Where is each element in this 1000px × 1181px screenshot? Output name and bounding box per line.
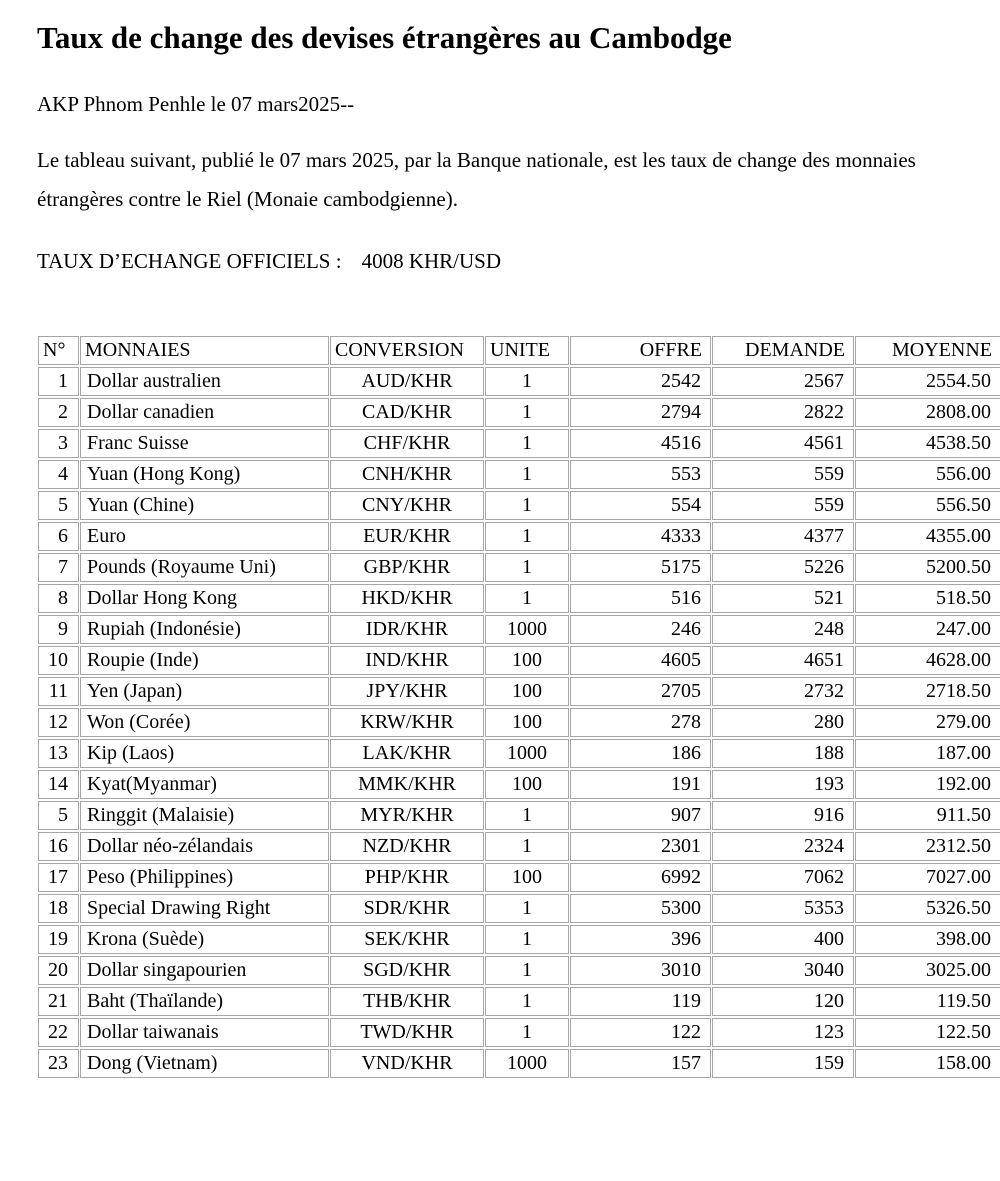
table-cell: 1 [485, 801, 569, 830]
table-cell: Dollar néo-zélandais [80, 832, 329, 861]
table-cell: 559 [712, 460, 854, 489]
table-cell: 188 [712, 739, 854, 768]
table-cell: 187.00 [855, 739, 1000, 768]
table-cell: LAK/KHR [330, 739, 484, 768]
table-cell: 19 [38, 925, 79, 954]
table-cell: AUD/KHR [330, 367, 484, 396]
table-row [38, 1049, 1000, 1078]
table-cell: 396 [570, 925, 711, 954]
table-cell: 7027.00 [855, 863, 1000, 892]
table-row [38, 801, 1000, 830]
table-cell: EUR/KHR [330, 522, 484, 551]
table-cell: 20 [38, 956, 79, 985]
table-cell: SEK/KHR [330, 925, 484, 954]
table-cell: 556.50 [855, 491, 1000, 520]
table-cell: 1 [485, 894, 569, 923]
table-row [38, 987, 1000, 1016]
table-cell: 1 [485, 429, 569, 458]
table-cell: 1 [485, 398, 569, 427]
table-cell: CNH/KHR [330, 460, 484, 489]
table-cell: Dollar singapourien [80, 956, 329, 985]
table-cell: 1 [485, 460, 569, 489]
table-cell: 2312.50 [855, 832, 1000, 861]
table-cell: Peso (Philippines) [80, 863, 329, 892]
table-cell: 516 [570, 584, 711, 613]
table-cell: 17 [38, 863, 79, 892]
table-cell: 278 [570, 708, 711, 737]
table-cell: 4355.00 [855, 522, 1000, 551]
table-cell: 4333 [570, 522, 711, 551]
table-cell: 556.00 [855, 460, 1000, 489]
table-cell: 159 [712, 1049, 854, 1078]
table-cell: SGD/KHR [330, 956, 484, 985]
table-cell: VND/KHR [330, 1049, 484, 1078]
table-cell: 3025.00 [855, 956, 1000, 985]
table-cell: 1000 [485, 739, 569, 768]
table-cell: CAD/KHR [330, 398, 484, 427]
official-rate-line [37, 249, 993, 274]
table-cell: 4605 [570, 646, 711, 675]
table-cell: 1 [485, 491, 569, 520]
table-cell: 100 [485, 646, 569, 675]
table-cell: 193 [712, 770, 854, 799]
column-header: DEMANDE [712, 336, 854, 365]
table-row [38, 894, 1000, 923]
table-cell: 5175 [570, 553, 711, 582]
table-cell: 4538.50 [855, 429, 1000, 458]
exchange-rates-table [37, 334, 1000, 1080]
table-row [38, 677, 1000, 706]
table-cell: 911.50 [855, 801, 1000, 830]
table-row [38, 708, 1000, 737]
table-row [38, 770, 1000, 799]
table-header-row [38, 336, 1000, 365]
table-cell: 7 [38, 553, 79, 582]
table-cell: SDR/KHR [330, 894, 484, 923]
table-cell: 3040 [712, 956, 854, 985]
table-cell: 100 [485, 677, 569, 706]
table-cell: 5200.50 [855, 553, 1000, 582]
table-cell: 9 [38, 615, 79, 644]
table-cell: Kyat(Myanmar) [80, 770, 329, 799]
table-cell: 2732 [712, 677, 854, 706]
table-cell: 916 [712, 801, 854, 830]
table-cell: 100 [485, 708, 569, 737]
table-cell: Won (Corée) [80, 708, 329, 737]
table-cell: 247.00 [855, 615, 1000, 644]
table-cell: 279.00 [855, 708, 1000, 737]
table-cell: THB/KHR [330, 987, 484, 1016]
table-cell: Dollar australien [80, 367, 329, 396]
table-cell: 7062 [712, 863, 854, 892]
table-cell: 4561 [712, 429, 854, 458]
table-cell: 559 [712, 491, 854, 520]
table-cell: Baht (Thaïlande) [80, 987, 329, 1016]
table-cell: 2794 [570, 398, 711, 427]
table-cell: 122.50 [855, 1018, 1000, 1047]
table-cell: 554 [570, 491, 711, 520]
table-cell: KRW/KHR [330, 708, 484, 737]
official-rate-label: TAUX D’ECHANGE OFFICIELS : [37, 249, 342, 273]
table-cell: 18 [38, 894, 79, 923]
table-cell: Dollar canadien [80, 398, 329, 427]
table-cell: 1 [485, 367, 569, 396]
table-cell: 2808.00 [855, 398, 1000, 427]
table-cell: 2301 [570, 832, 711, 861]
table-cell: 521 [712, 584, 854, 613]
table-cell: 553 [570, 460, 711, 489]
table-cell: 398.00 [855, 925, 1000, 954]
table-cell: 248 [712, 615, 854, 644]
table-cell: Roupie (Inde) [80, 646, 329, 675]
table-cell: 157 [570, 1049, 711, 1078]
table-cell: 5226 [712, 553, 854, 582]
table-row [38, 367, 1000, 396]
table-cell: 2705 [570, 677, 711, 706]
table-row [38, 429, 1000, 458]
table-cell: 186 [570, 739, 711, 768]
table-cell: 1 [485, 584, 569, 613]
table-cell: 122 [570, 1018, 711, 1047]
table-cell: 1 [485, 987, 569, 1016]
table-cell: 1 [485, 925, 569, 954]
table-cell: Yen (Japan) [80, 677, 329, 706]
intro-paragraph: Le tableau suivant, publié le 07 mars 2025, par la Banque nationale, est les taux de change des monnaies étrangères contre le Riel (Monaie cambodgienne). [37, 148, 916, 211]
table-cell: Yuan (Hong Kong) [80, 460, 329, 489]
byline: AKP Phnom Penhle le 07 mars2025-- [37, 92, 355, 116]
table-cell: 12 [38, 708, 79, 737]
table-cell: 158.00 [855, 1049, 1000, 1078]
table-cell: 400 [712, 925, 854, 954]
table-cell: 1 [485, 1018, 569, 1047]
table-cell: CHF/KHR [330, 429, 484, 458]
table-cell: NZD/KHR [330, 832, 484, 861]
column-header: CONVERSION [330, 336, 484, 365]
column-header: UNITE [485, 336, 569, 365]
table-cell: HKD/KHR [330, 584, 484, 613]
table-cell: 4516 [570, 429, 711, 458]
table-cell: 21 [38, 987, 79, 1016]
page-title: Taux de change des devises étrangères au Cambodge [37, 20, 732, 55]
table-cell: Kip (Laos) [80, 739, 329, 768]
table-cell: 123 [712, 1018, 854, 1047]
table-body [38, 367, 1000, 1078]
table-cell: 11 [38, 677, 79, 706]
table-row [38, 646, 1000, 675]
table-row [38, 1018, 1000, 1047]
table-row [38, 739, 1000, 768]
table-cell: 1 [485, 522, 569, 551]
table-cell: 2324 [712, 832, 854, 861]
table-cell: 5 [38, 801, 79, 830]
table-cell: GBP/KHR [330, 553, 484, 582]
table-row [38, 584, 1000, 613]
table-cell: 1 [485, 956, 569, 985]
table-cell: MYR/KHR [330, 801, 484, 830]
table-row [38, 522, 1000, 551]
table-cell: 1 [38, 367, 79, 396]
table-cell: 907 [570, 801, 711, 830]
table-cell: 100 [485, 770, 569, 799]
table-cell: 1000 [485, 1049, 569, 1078]
table-cell: 4377 [712, 522, 854, 551]
table-row [38, 460, 1000, 489]
table-cell: 5326.50 [855, 894, 1000, 923]
table-cell: Dollar Hong Kong [80, 584, 329, 613]
table-cell: 191 [570, 770, 711, 799]
table-cell: 4628.00 [855, 646, 1000, 675]
table-row [38, 615, 1000, 644]
table-cell: 2542 [570, 367, 711, 396]
column-header: MONNAIES [80, 336, 329, 365]
table-cell: 192.00 [855, 770, 1000, 799]
table-cell: 2 [38, 398, 79, 427]
table-row [38, 863, 1000, 892]
table-cell: 1 [485, 553, 569, 582]
table-cell: 4651 [712, 646, 854, 675]
table-cell: Krona (Suède) [80, 925, 329, 954]
table-cell: TWD/KHR [330, 1018, 484, 1047]
table-cell: Dollar taiwanais [80, 1018, 329, 1047]
table-cell: Dong (Vietnam) [80, 1049, 329, 1078]
table-cell: PHP/KHR [330, 863, 484, 892]
table-cell: 6 [38, 522, 79, 551]
table-cell: 14 [38, 770, 79, 799]
table-cell: 8 [38, 584, 79, 613]
table-cell: 2822 [712, 398, 854, 427]
table-cell: 2718.50 [855, 677, 1000, 706]
table-row [38, 553, 1000, 582]
table-cell: 16 [38, 832, 79, 861]
table-cell: 13 [38, 739, 79, 768]
table-cell: 23 [38, 1049, 79, 1078]
table-cell: 5300 [570, 894, 711, 923]
table-row [38, 925, 1000, 954]
table-cell: 3010 [570, 956, 711, 985]
column-header: OFFRE [570, 336, 711, 365]
column-header: N° [38, 336, 79, 365]
table-cell: 1000 [485, 615, 569, 644]
table-cell: 22 [38, 1018, 79, 1047]
table-cell: 246 [570, 615, 711, 644]
table-cell: Franc Suisse [80, 429, 329, 458]
table-cell: 100 [485, 863, 569, 892]
table-cell: 119 [570, 987, 711, 1016]
table-cell: 4 [38, 460, 79, 489]
table-row [38, 832, 1000, 861]
table-cell: Euro [80, 522, 329, 551]
table-cell: 5353 [712, 894, 854, 923]
table-cell: MMK/KHR [330, 770, 484, 799]
table-cell: Pounds (Royaume Uni) [80, 553, 329, 582]
table-cell: 120 [712, 987, 854, 1016]
table-cell: Ringgit (Malaisie) [80, 801, 329, 830]
table-cell: Special Drawing Right [80, 894, 329, 923]
table-cell: 2567 [712, 367, 854, 396]
table-cell: 5 [38, 491, 79, 520]
table-cell: CNY/KHR [330, 491, 484, 520]
table-cell: 3 [38, 429, 79, 458]
table-cell: 119.50 [855, 987, 1000, 1016]
table-cell: IDR/KHR [330, 615, 484, 644]
table-cell: 280 [712, 708, 854, 737]
table-cell: IND/KHR [330, 646, 484, 675]
table-cell: 2554.50 [855, 367, 1000, 396]
table-cell: 1 [485, 832, 569, 861]
table-cell: 10 [38, 646, 79, 675]
table-row [38, 956, 1000, 985]
table-row [38, 491, 1000, 520]
table-cell: Rupiah (Indonésie) [80, 615, 329, 644]
table-cell: JPY/KHR [330, 677, 484, 706]
table-cell: Yuan (Chine) [80, 491, 329, 520]
table-cell: 518.50 [855, 584, 1000, 613]
table-cell: 6992 [570, 863, 711, 892]
column-header: MOYENNE [855, 336, 1000, 365]
table-row [38, 398, 1000, 427]
official-rate-value: 4008 KHR/USD [361, 249, 501, 273]
